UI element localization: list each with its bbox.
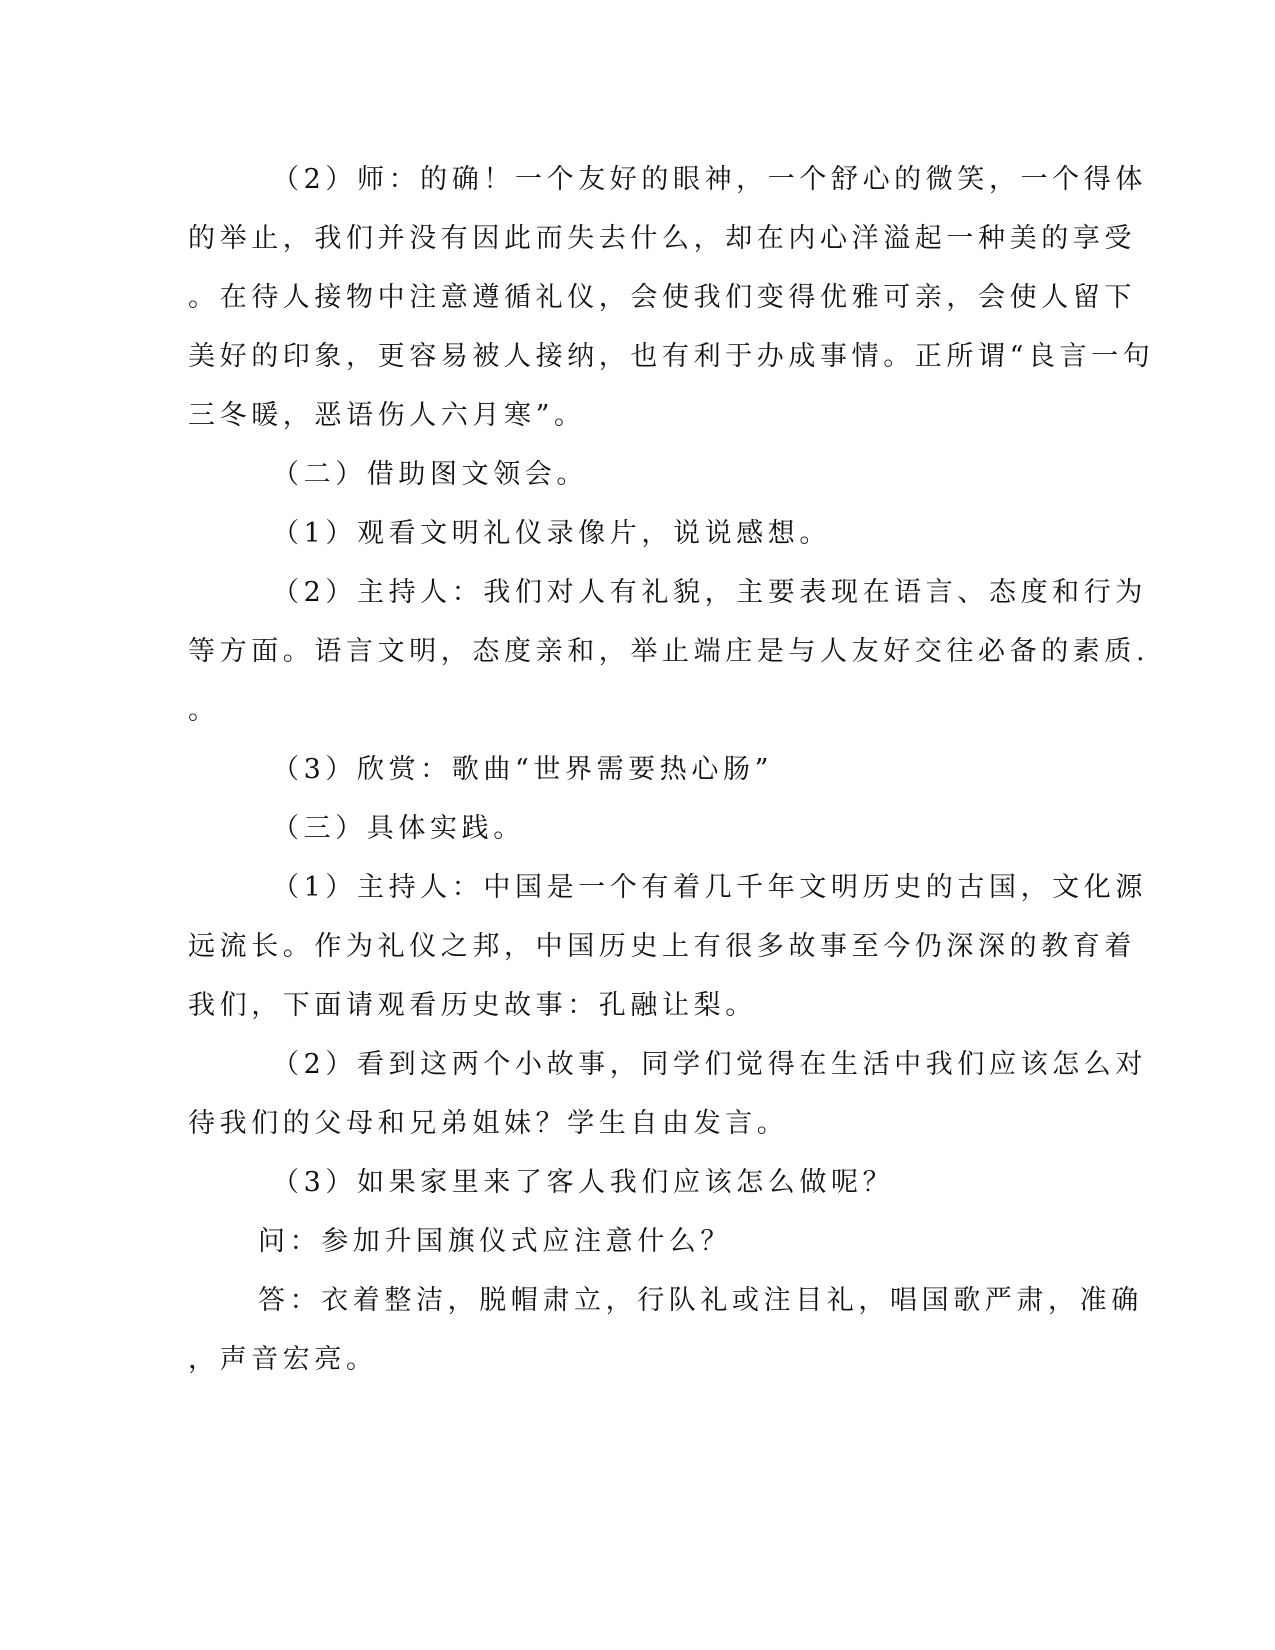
- text-line-6: （二）借助图文领会。: [272, 459, 588, 490]
- text-line-11: （3）欣赏：歌曲“世界需要热心肠”: [272, 754, 773, 785]
- text-line-20: 答：衣着整洁，脱帽肃立，行队礼或注目礼，唱国歌严肃，准确: [258, 1285, 1143, 1316]
- text-line-9: 等方面。语言文明，态度亲和，举止端庄是与人友好交往必备的素质.: [188, 636, 1150, 667]
- text-line-15: 我们，下面请观看历史故事：孔融让梨。: [188, 990, 757, 1021]
- text-line-19: 问：参加升国旗仪式应注意什么？: [258, 1226, 732, 1257]
- text-line-7: （1）观看文明礼仪录像片，说说感想。: [272, 518, 831, 549]
- text-line-17: 待我们的父母和兄弟姐妹？学生自由发言。: [188, 1108, 789, 1139]
- text-line-14: 远流长。作为礼仪之邦，中国历史上有很多故事至今仍深深的教育着: [188, 931, 1136, 962]
- text-line-10: 。: [188, 695, 220, 726]
- text-line-16: （2）看到这两个小故事，同学们觉得在生活中我们应该怎么对: [272, 1049, 1147, 1080]
- text-line-4: 美好的印象，更容易被人接纳，也有利于办成事情。正所谓“良言一句: [188, 341, 1155, 372]
- text-line-21: ，声音宏亮。: [188, 1344, 378, 1375]
- text-line-5: 三冬暖，恶语伤人六月寒”。: [188, 400, 586, 431]
- text-line-12: （三）具体实践。: [272, 813, 525, 844]
- text-line-8: （2）主持人：我们对人有礼貌，主要表现在语言、态度和行为: [272, 577, 1147, 608]
- text-line-18: （3）如果家里来了客人我们应该怎么做呢？: [272, 1167, 895, 1198]
- text-line-1: （2）师：的确！一个友好的眼神，一个舒心的微笑，一个得体: [272, 164, 1147, 195]
- text-line-2: 的举止，我们并没有因此而失去什么，却在内心洋溢起一种美的享受: [188, 223, 1136, 254]
- text-line-3: 。在待人接物中注意遵循礼仪，会使我们变得优雅可亲，会使人留下: [188, 282, 1136, 313]
- text-line-13: （1）主持人：中国是一个有着几千年文明历史的古国，文化源: [272, 872, 1147, 903]
